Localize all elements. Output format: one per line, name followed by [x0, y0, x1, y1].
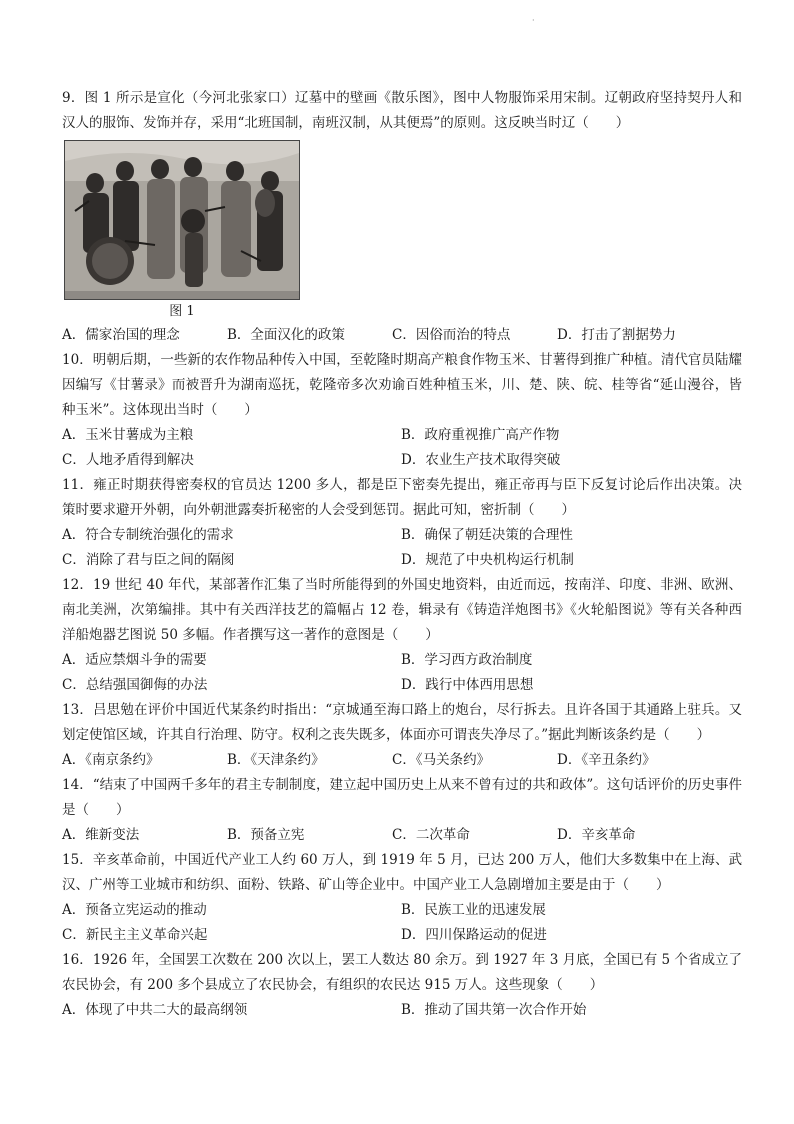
option-c: C．因俗而治的特点 [392, 327, 511, 343]
option-c: C．总结强国御侮的办法 [62, 677, 208, 693]
option-b: B．全面汉化的政策 [227, 327, 345, 343]
option-a: A．预备立宪运动的推动 [62, 902, 207, 918]
option-a: A．玉米甘薯成为主粮 [62, 427, 194, 443]
question-12-options-row2 [62, 673, 742, 698]
question-14 [62, 773, 742, 848]
option-a: A．儒家治国的理念 [62, 327, 180, 343]
option-d: D．四川保路运动的促进 [401, 927, 547, 943]
question-15 [62, 848, 742, 948]
option-a: A．适应禁烟斗争的需要 [62, 652, 207, 668]
question-10-stem: 10．明朝后期，一些新的农作物品种传入中国，至乾隆时期高产粮食作物玉米、甘薯得到推广种植。清代官员陆耀因编写《甘薯录》而被晋升为湖南巡抚，乾隆帝多次劝谕百姓种植玉米，川、楚、陕、皖、桂等省“延山漫谷，皆种玉米”。这体现出当时（ ） [62, 352, 742, 418]
question-14-stem: 14．“结束了中国两千多年的君主专制制度，建立起中国历史上从来不曾有过的共和政体”。这句话评价的历史事件是（ ） [62, 777, 742, 818]
option-c: C．《马关条约》 [392, 752, 491, 768]
option-b: B．《天津条约》 [227, 752, 325, 768]
mural-image [64, 140, 300, 300]
question-15-options-row1 [62, 898, 742, 923]
option-d: D．践行中体西用思想 [401, 677, 534, 693]
option-d: D．规范了中央机构运行机制 [401, 552, 574, 568]
question-11-options-row1 [62, 523, 742, 548]
option-c: C．消除了君与臣之间的隔阂 [62, 552, 235, 568]
option-d: D．《辛丑条约》 [557, 752, 656, 768]
figure-caption: 图 1 [169, 304, 195, 319]
question-12-options-row1 [62, 648, 742, 673]
header-dot: · [532, 16, 535, 25]
question-12-stem: 12．19 世纪 40 年代，某部著作汇集了当时所能得到的外国史地资料，由近而远，按南洋、印度、非洲、欧洲、南北美洲，次第编排。其中有关西洋技艺的篇幅占 12 卷，辑录有《铸造洋炮图书》《火轮船图说》等有关各种西洋船炮器艺图说 50 多幅。作者撰写这一著作的意图是（ ） [62, 577, 742, 643]
option-d: D．辛亥革命 [557, 827, 636, 843]
question-16-options-row1 [62, 998, 742, 1023]
question-10-options-row2 [62, 448, 742, 473]
option-b: B．学习西方政治制度 [401, 652, 533, 668]
question-10 [62, 348, 742, 473]
question-16-stem: 16．1926 年，全国罢工次数在 200 次以上，罢工人数达 80 余万。到 1927 年 3 月底，全国已有 5 个省成立了农民协会，有 200 多个县成立了农民协会，有组织的农民达 915 万人。这些现象（ ） [62, 952, 742, 993]
question-13-options [62, 748, 742, 773]
question-15-stem: 15．辛亥革命前，中国近代产业工人约 60 万人，到 1919 年 5 月，已达 200 万人，他们大多数集中在上海、武汉、广州等工业城市和纺织、面粉、铁路、矿山等企业中。中国产业工人急剧增加主要是由于（ ） [62, 852, 742, 893]
question-13 [62, 698, 742, 773]
option-a: A．符合专制统治强化的需求 [62, 527, 234, 543]
option-c: C．人地矛盾得到解决 [62, 452, 194, 468]
mural-illustration [65, 141, 299, 299]
option-b: B．推动了国共第一次合作开始 [401, 1002, 587, 1018]
question-11 [62, 473, 742, 573]
figure-1 [64, 140, 300, 323]
exam-page [62, 86, 742, 1023]
option-d: D．打击了割据势力 [557, 327, 676, 343]
question-9 [62, 86, 742, 348]
question-13-stem: 13．吕思勉在评价中国近代某条约时指出：“京城通至海口路上的炮台，尽行拆去。且许各国于其通路上驻兵。又划定使馆区域，许其自行治理、防守。权利之丧失既多，体面亦可谓丧失净尽了。”据此判断该条约是（ ） [62, 702, 742, 743]
question-15-options-row2 [62, 923, 742, 948]
question-16 [62, 948, 742, 1023]
option-c: C．新民主主义革命兴起 [62, 927, 208, 943]
option-a: A．体现了中共二大的最高纲领 [62, 1002, 248, 1018]
question-9-options [62, 323, 742, 348]
question-14-options [62, 823, 742, 848]
question-12 [62, 573, 742, 698]
question-11-options-row2 [62, 548, 742, 573]
option-b: B．政府重视推广高产作物 [401, 427, 560, 443]
option-b: B．民族工业的迅速发展 [401, 902, 546, 918]
question-9-stem: 9．图 1 所示是宣化（今河北张家口）辽墓中的壁画《散乐图》，图中人物服饰采用宋制。辽朝政府坚持契丹人和汉人的服饰、发饰并存，采用“北班国制，南班汉制，从其便焉”的原则。这反映当时辽（ ） [62, 90, 742, 131]
option-c: C．二次革命 [392, 827, 470, 843]
question-11-stem: 11．雍正时期获得密奏权的官员达 1200 多人，都是臣下密奏先提出，雍正帝再与臣下反复讨论后作出决策。决策时要求避开外朝，向外朝泄露奏折秘密的人会受到惩罚。据此可知，密折制（ ） [62, 477, 742, 518]
option-a: A．《南京条约》 [62, 752, 160, 768]
option-d: D．农业生产技术取得突破 [401, 452, 561, 468]
option-a: A．维新变法 [62, 827, 140, 843]
option-b: B．确保了朝廷决策的合理性 [401, 527, 573, 543]
question-10-options-row1 [62, 423, 742, 448]
option-b: B．预备立宪 [227, 827, 305, 843]
